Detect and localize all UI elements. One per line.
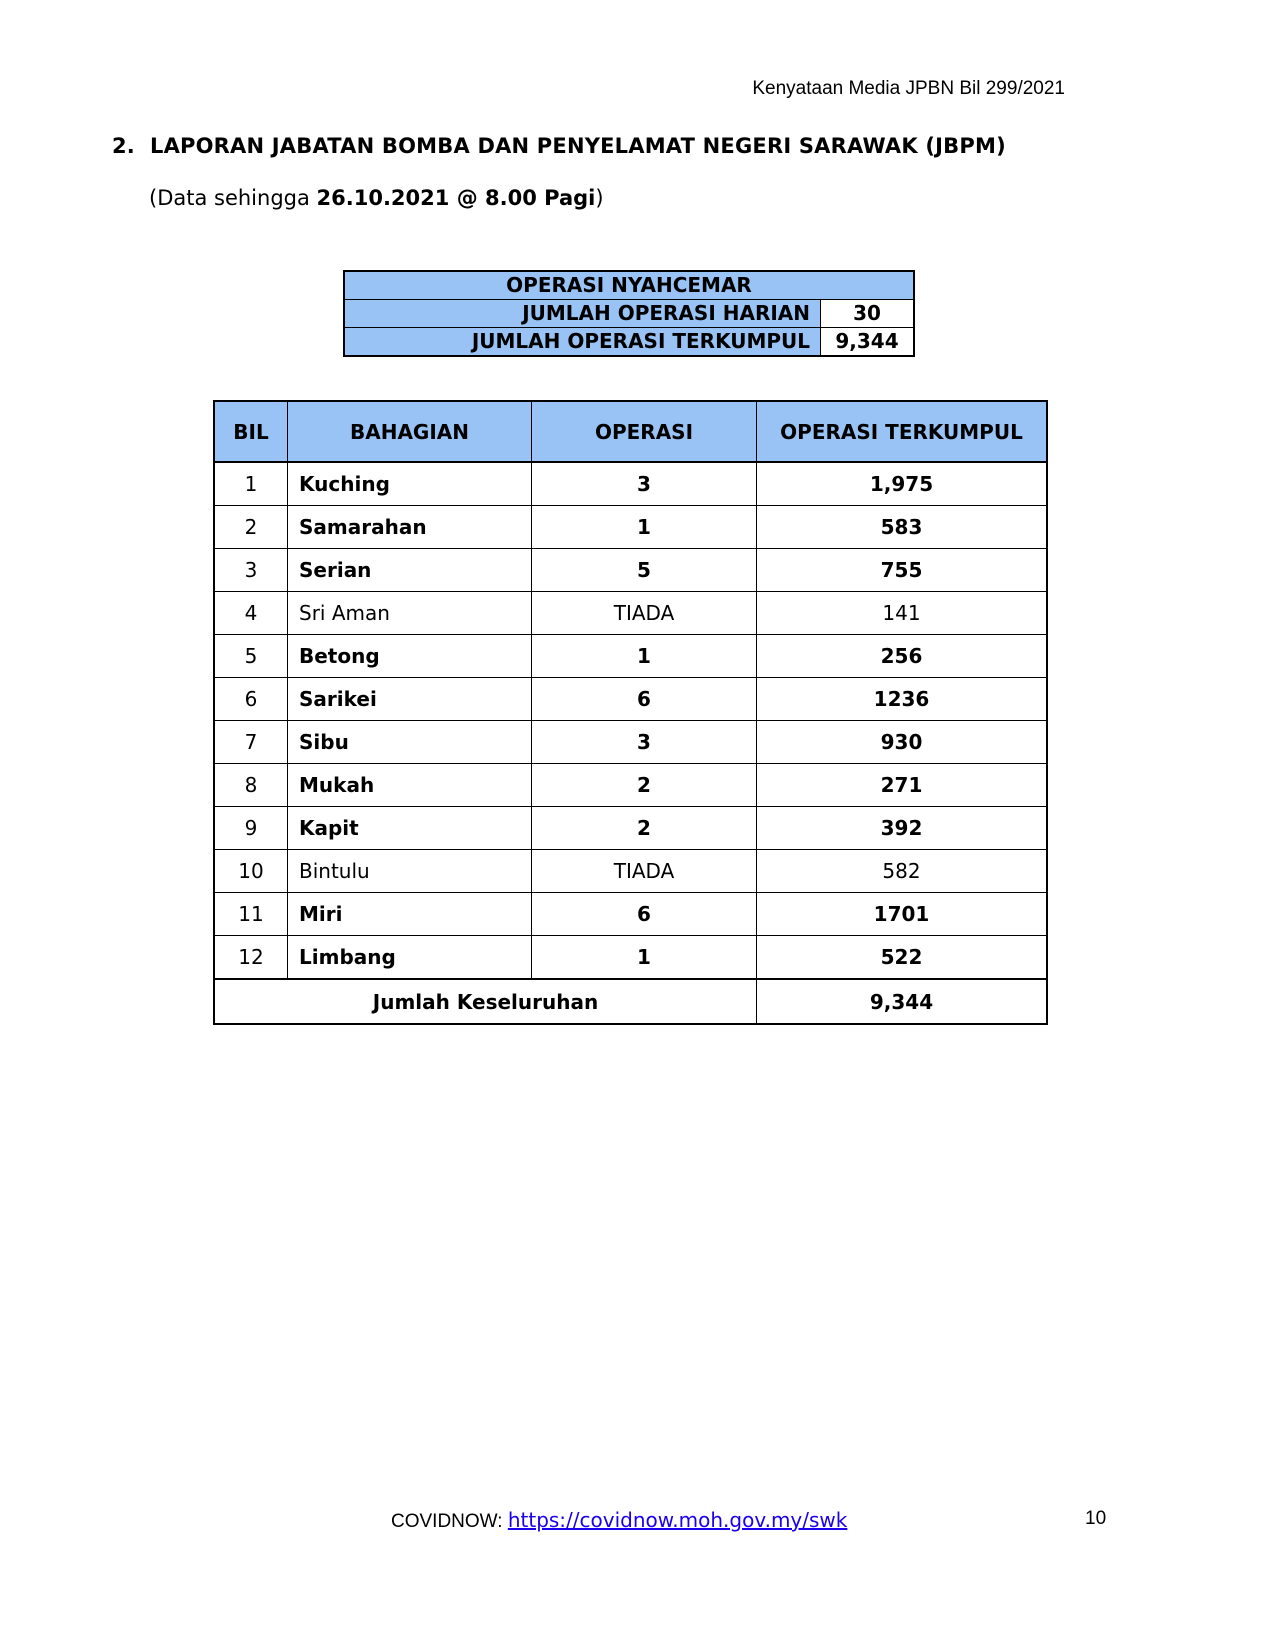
table-row — [214, 936, 1047, 980]
cell-operasi: 1 — [532, 936, 757, 980]
cell-terkumpul: 271 — [757, 764, 1048, 807]
table-row — [214, 462, 1047, 506]
section-title-text: LAPORAN JABATAN BOMBA DAN PENYELAMAT NEGERI SARAWAK (JBPM) — [150, 134, 1006, 158]
cell-operasi: 3 — [532, 721, 757, 764]
section-number: 2. — [112, 134, 135, 158]
footer-label: COVIDNOW: — [391, 1511, 508, 1532]
cell-bil: 6 — [214, 678, 288, 721]
cell-bil: 10 — [214, 850, 288, 893]
table-row — [214, 850, 1047, 893]
cell-operasi: 5 — [532, 549, 757, 592]
footer — [391, 1508, 847, 1533]
cell-operasi: TIADA — [532, 850, 757, 893]
cell-operasi: 6 — [532, 678, 757, 721]
column-header-operasi: OPERASI — [532, 401, 757, 462]
date-prefix: (Data sehingga — [149, 186, 317, 210]
table-row — [214, 549, 1047, 592]
total-label: Jumlah Keseluruhan — [214, 979, 757, 1024]
cumulative-operations-value: 9,344 — [821, 328, 915, 357]
cell-bahagian: Bintulu — [288, 850, 532, 893]
division-operations-table — [213, 400, 1048, 1025]
table-row — [214, 506, 1047, 549]
column-header-bil: BIL — [214, 401, 288, 462]
cell-operasi: 3 — [532, 462, 757, 506]
cell-bahagian: Miri — [288, 893, 532, 936]
summary-table — [343, 270, 915, 357]
page-number: 10 — [1085, 1508, 1107, 1529]
cell-terkumpul: 522 — [757, 936, 1048, 980]
cell-operasi: 2 — [532, 764, 757, 807]
cell-bahagian: Kapit — [288, 807, 532, 850]
cell-terkumpul: 582 — [757, 850, 1048, 893]
cell-terkumpul: 1701 — [757, 893, 1048, 936]
cell-bil: 11 — [214, 893, 288, 936]
cell-bil: 12 — [214, 936, 288, 980]
cell-bahagian: Betong — [288, 635, 532, 678]
daily-operations-label: JUMLAH OPERASI HARIAN — [344, 300, 821, 328]
table-row — [214, 721, 1047, 764]
cell-terkumpul: 392 — [757, 807, 1048, 850]
table-total-row — [214, 979, 1047, 1024]
document-reference: Kenyataan Media JPBN Bil 299/2021 — [752, 78, 1065, 99]
cell-bahagian: Kuching — [288, 462, 532, 506]
cell-bil: 3 — [214, 549, 288, 592]
table-row — [214, 807, 1047, 850]
covidnow-link[interactable]: https://covidnow.moh.gov.my/swk — [507, 1508, 848, 1532]
cell-operasi: 1 — [532, 635, 757, 678]
cell-bil: 9 — [214, 807, 288, 850]
cell-operasi: 2 — [532, 807, 757, 850]
cell-bahagian: Limbang — [288, 936, 532, 980]
cell-terkumpul: 1236 — [757, 678, 1048, 721]
data-date-line — [149, 186, 604, 210]
cell-bil: 2 — [214, 506, 288, 549]
cell-terkumpul: 256 — [757, 635, 1048, 678]
table-row — [214, 893, 1047, 936]
cumulative-operations-label: JUMLAH OPERASI TERKUMPUL — [344, 328, 821, 357]
table-row — [214, 678, 1047, 721]
cell-terkumpul: 755 — [757, 549, 1048, 592]
cell-bahagian: Mukah — [288, 764, 532, 807]
cell-bil: 1 — [214, 462, 288, 506]
cell-terkumpul: 583 — [757, 506, 1048, 549]
cell-bahagian: Serian — [288, 549, 532, 592]
cell-operasi: 1 — [532, 506, 757, 549]
daily-operations-value: 30 — [821, 300, 915, 328]
cell-bil: 5 — [214, 635, 288, 678]
section-title — [112, 134, 1006, 158]
cell-terkumpul: 141 — [757, 592, 1048, 635]
cell-bil: 4 — [214, 592, 288, 635]
column-header-bahagian: BAHAGIAN — [288, 401, 532, 462]
cell-terkumpul: 1,975 — [757, 462, 1048, 506]
cell-bil: 8 — [214, 764, 288, 807]
cell-bahagian: Sri Aman — [288, 592, 532, 635]
table-row — [214, 764, 1047, 807]
cell-bahagian: Sibu — [288, 721, 532, 764]
cell-bil: 7 — [214, 721, 288, 764]
date-value: 26.10.2021 @ 8.00 Pagi — [316, 186, 596, 210]
table-row — [214, 635, 1047, 678]
date-suffix: ) — [595, 186, 604, 210]
cell-bahagian: Samarahan — [288, 506, 532, 549]
table-header-row — [214, 401, 1047, 462]
summary-title: OPERASI NYAHCEMAR — [344, 271, 914, 300]
cell-bahagian: Sarikei — [288, 678, 532, 721]
cell-operasi: TIADA — [532, 592, 757, 635]
table-row — [214, 592, 1047, 635]
cell-operasi: 6 — [532, 893, 757, 936]
cell-terkumpul: 930 — [757, 721, 1048, 764]
total-value: 9,344 — [757, 979, 1048, 1024]
column-header-terkumpul: OPERASI TERKUMPUL — [757, 401, 1048, 462]
